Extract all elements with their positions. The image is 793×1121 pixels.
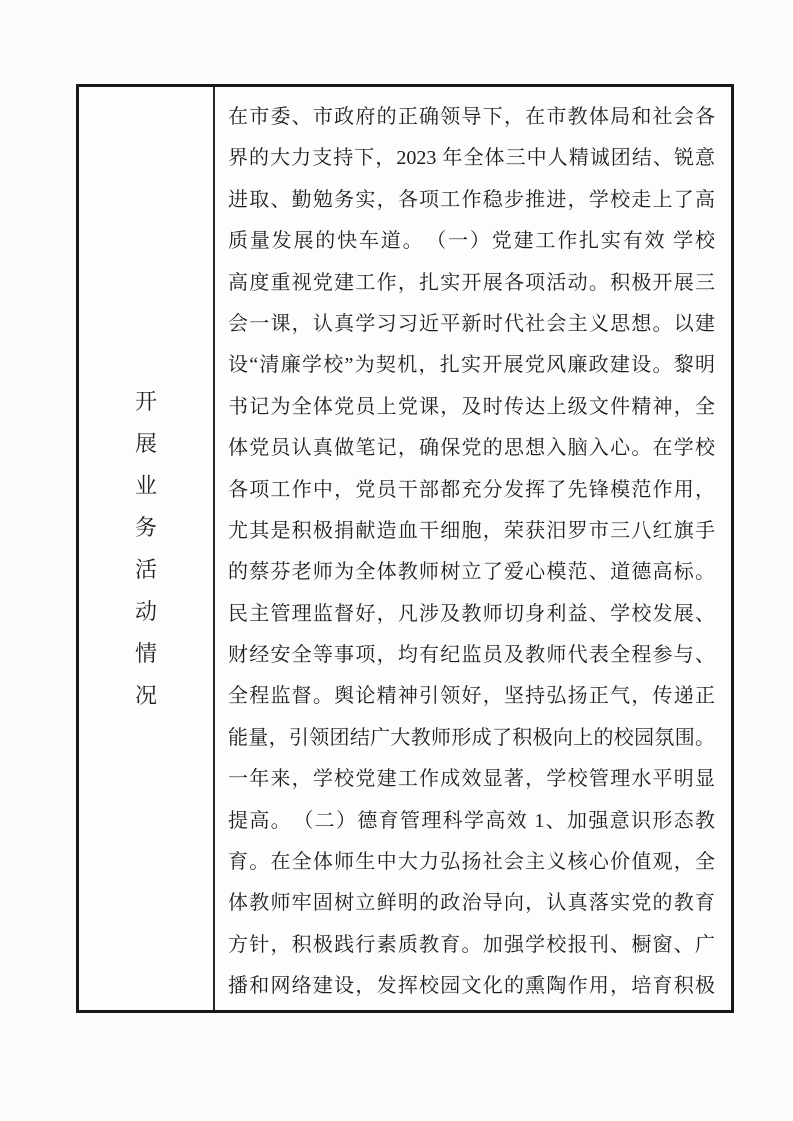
report-text-line: 高度重视党建工作，扎实开展各项活动。积极开展三 [228,271,715,294]
report-text-line: 全程监督。舆论精神引领好，坚持弘扬正气，传递正 [228,685,715,708]
row-header-char: 情 [134,640,157,666]
report-text-line: 进取、勤勉务实，各项工作稳步推进，学校走上了高 [228,188,715,211]
report-text-line: 在市委、市政府的正确领导下，在市教体局和社会各 [228,106,715,128]
activity-report-table [76,84,734,1013]
row-header-label [135,381,157,717]
report-text-line: 质量发展的快车道。 （一）党建工作扎实有效 学校 [228,230,715,253]
report-text-line: 提高。 （二）德育管理科学高效 1、加强意识形态教 [228,809,715,832]
row-header-char: 务 [134,514,157,540]
report-text-line: 设“清廉学校”为契机，扎实开展党风廉政建设。黎明 [228,354,715,377]
report-text-line: 体党员认真做笔记，确保党的思想入脑入心。在学校 [228,437,715,460]
row-header-cell [79,87,215,1010]
report-body-text [228,97,715,1008]
report-text-line: 书记为全体党员上党课，及时传达上级文件精神，全 [228,395,715,418]
report-text-line: 界的大力支持下，2023 年全体三中人精诚团结、锐意 [228,147,715,170]
report-text-line: 尤其是积极捐献造血干细胞，荣获汨罗市三八红旗手 [228,519,715,542]
report-text-line: 各项工作中，党员干部都充分发挥了先锋模范作用， [228,478,715,501]
report-text-line: 方针，积极践行素质教育。加强学校报刊、橱窗、广 [228,933,715,956]
row-content-cell [215,87,731,1010]
report-text-line: 播和网络建设，发挥校园文化的熏陶作用，培育积极 [228,975,715,998]
report-text-line: 一年来，学校党建工作成效显著，学校管理水平明显 [228,768,715,791]
report-text-line: 财经安全等事项，均有纪监员及教师代表全程参与、 [228,644,715,667]
report-text-line: 的蔡芬老师为全体教师树立了爱心模范、道德高标。 [228,561,715,584]
report-text-line: 体教师牢固树立鲜明的政治导向，认真落实党的教育 [228,892,715,915]
row-header-char: 业 [134,472,157,498]
row-header-char: 况 [134,682,157,708]
row-header-char: 展 [134,430,157,456]
row-header-char: 活 [134,556,157,582]
report-text-line: 会一课，认真学习习近平新时代社会主义思想。以建 [228,312,715,335]
row-header-char: 动 [134,598,157,624]
report-text-line: 能量，引领团结广大教师形成了积极向上的校园氛围。 [228,726,715,749]
report-text-line: 育。在全体师生中大力弘扬社会主义核心价值观，全 [228,851,715,874]
row-header-char: 开 [134,388,157,414]
report-text-line: 民主管理监督好，凡涉及教师切身利益、学校发展、 [228,602,715,625]
